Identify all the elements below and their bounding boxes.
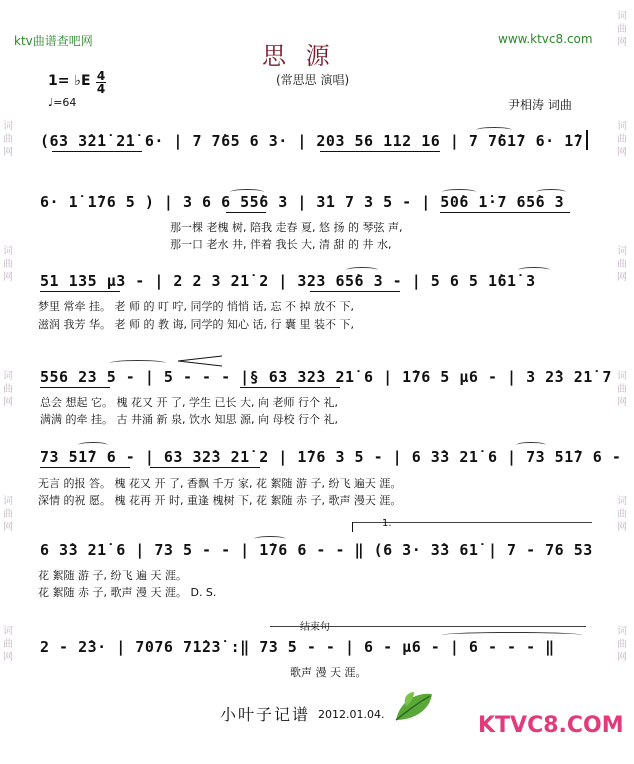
tie-mark (442, 632, 582, 638)
watermark-left-2: 词 曲 网 (3, 246, 13, 283)
lyrics-line-3a: 梦里 常牵 挂。 老 师 的 叮 咛, 同学的 悄悄 话, 忘 不 掉 放不 下, (38, 300, 354, 313)
score-line-6: 6 3̇3 21̇ 6 | 73 5 - - | 1̇76 6 - - ‖ (6 3· 3̇3 61̇ | 7 - 76 53 (40, 541, 593, 559)
watermark-right-6: 词 曲 网 (617, 626, 627, 663)
score-line-5: 73 51̇7 6 - | 63 32̇3 21̇ 2 | 1̇76 3 5 - | 6 3̇3 21̇ 6 | 73 51̇7 6 - (40, 448, 622, 466)
performer: (常思思 演唱) (276, 73, 350, 87)
watermark-left-5: 词 曲 网 (3, 626, 13, 663)
score-line-7: 2 - 2̇3· | 7076 71̇23̇ :‖ 73 5 - - | 6 - µ6 - | 6 - - - ‖ (40, 638, 555, 656)
volta-bracket-edge (352, 522, 353, 532)
lyrics-line-3b: 滋润 我芳 华。 老 师 的 教 诲, 同学的 知心 话, 行 囊 里 装不 下, (38, 318, 354, 331)
site-name-left: ktv曲谱查吧网 (14, 34, 93, 48)
slur-mark (536, 189, 566, 195)
barline (586, 130, 588, 150)
slur-mark (516, 442, 546, 448)
beam-underline (310, 291, 400, 292)
crescendo-mark (178, 352, 222, 371)
volta-number: 1. (382, 518, 392, 529)
lyrics-line-6a: 花 絮随 游 子, 纷飞 遍 天 涯。 (38, 569, 187, 582)
key-signature: 1= ♭E (48, 73, 91, 89)
lyrics-line-6b: 花 絮随 赤 子, 歌声 漫 天 涯。 D. S. (38, 586, 217, 599)
transcription-date: 2012.01.04. (318, 708, 385, 721)
beam-underline (40, 387, 110, 388)
ending-label: 结束句 (300, 622, 330, 633)
watermark-left-3: 词 曲 网 (3, 371, 13, 408)
slur-mark (78, 442, 108, 448)
score-line-2: 6· 1̇ 1̇76 5 ) | 3 6 6 55̇6 3 | 3̇1 7 3 5 - | 50̇6 1̇·7 65̇6 3 (40, 193, 565, 211)
beam-underline (226, 212, 266, 213)
slur-mark (254, 536, 286, 542)
slur-mark (518, 267, 550, 273)
watermark-right-5: 词 曲 网 (617, 496, 627, 533)
watermark-left-1: 词 曲 网 (3, 121, 13, 158)
meter-top: 4 (96, 69, 106, 83)
site-url-right[interactable]: www.ktvc8.com (498, 32, 593, 46)
lyrics-line-2b: 那一口 老水 井, 伴着 我长 大, 清 甜 的 井 水, (170, 238, 392, 251)
score-line-3: 51 135 µ3 - | 2 2 3 21̇ 2 | 323 65̇6 3 - | 5 6 5 1̇61̇ 3 (40, 272, 536, 290)
song-title: 思 源 (262, 42, 336, 70)
watermark-right-1: 词 曲 网 (617, 11, 627, 48)
beam-underline (440, 212, 570, 213)
lyrics-line-5b: 深情 的祝 愿。 槐 花再 开 时, 重逢 槐树 下, 花 絮随 赤 子, 歌声 漫天 涯。 (38, 494, 402, 507)
watermark-right-2: 词 曲 网 (617, 121, 627, 158)
lyrics-line-2a: 那一棵 老槐 树, 陪我 走春 夏, 悠 扬 的 琴弦 声, (170, 221, 403, 234)
beam-underline (240, 387, 340, 388)
lyrics-line-5a: 无言 的报 答。 槐 花又 开 了, 香飘 千万 家, 花 絮随 游 子, 纷飞 遍天 涯。 (38, 477, 402, 490)
slur-mark (476, 127, 512, 133)
beam-underline (40, 291, 120, 292)
slur-mark (442, 189, 476, 195)
transcriber-signature: 小叶子记谱 (220, 705, 311, 724)
slur-mark (346, 267, 378, 273)
leaf-icon (392, 690, 436, 728)
watermark-right-3: 词 曲 网 (617, 246, 627, 283)
score-line-4: 556 23 5 - | 5 - - - |§ 63 32̇3 21̇ 6 | 1̇76 5 µ6 - | 3 2̇3 21̇ 7 (40, 368, 612, 386)
slur-mark (110, 360, 166, 366)
beam-underline (40, 467, 130, 468)
composer-credit: 尹相涛 词曲 (508, 98, 572, 112)
watermark-left-4: 词 曲 网 (3, 496, 13, 533)
lyrics-line-7: 歌声 漫 天 涯。 (290, 666, 367, 679)
lyrics-line-4a: 总会 想起 它。 槐 花又 开 了, 学生 已长 大, 向 老师 行个 礼, (40, 396, 338, 409)
score-line-1: (63 3̇2̇1̇ 2̇1̇ 6· | 7 7̇65 6 3· | 203 56 112 16 | 7 7̇61̇7 6· 1̇7 (40, 132, 584, 150)
beam-underline (150, 467, 260, 468)
slur-mark (230, 189, 264, 195)
beam-underline (52, 151, 142, 152)
meter-bottom: 4 (96, 82, 106, 96)
time-signature (96, 70, 106, 95)
beam-underline (320, 151, 440, 152)
tempo-marking: ♩=64 (48, 96, 77, 109)
ktvc8-logo[interactable]: KTVC8.COM (478, 713, 624, 738)
watermark-right-4: 词 曲 网 (617, 371, 627, 408)
lyrics-line-4b: 满满 的牵 挂。 古 井涌 新 泉, 饮水 知思 源, 向 母校 行个 礼, (40, 413, 338, 426)
